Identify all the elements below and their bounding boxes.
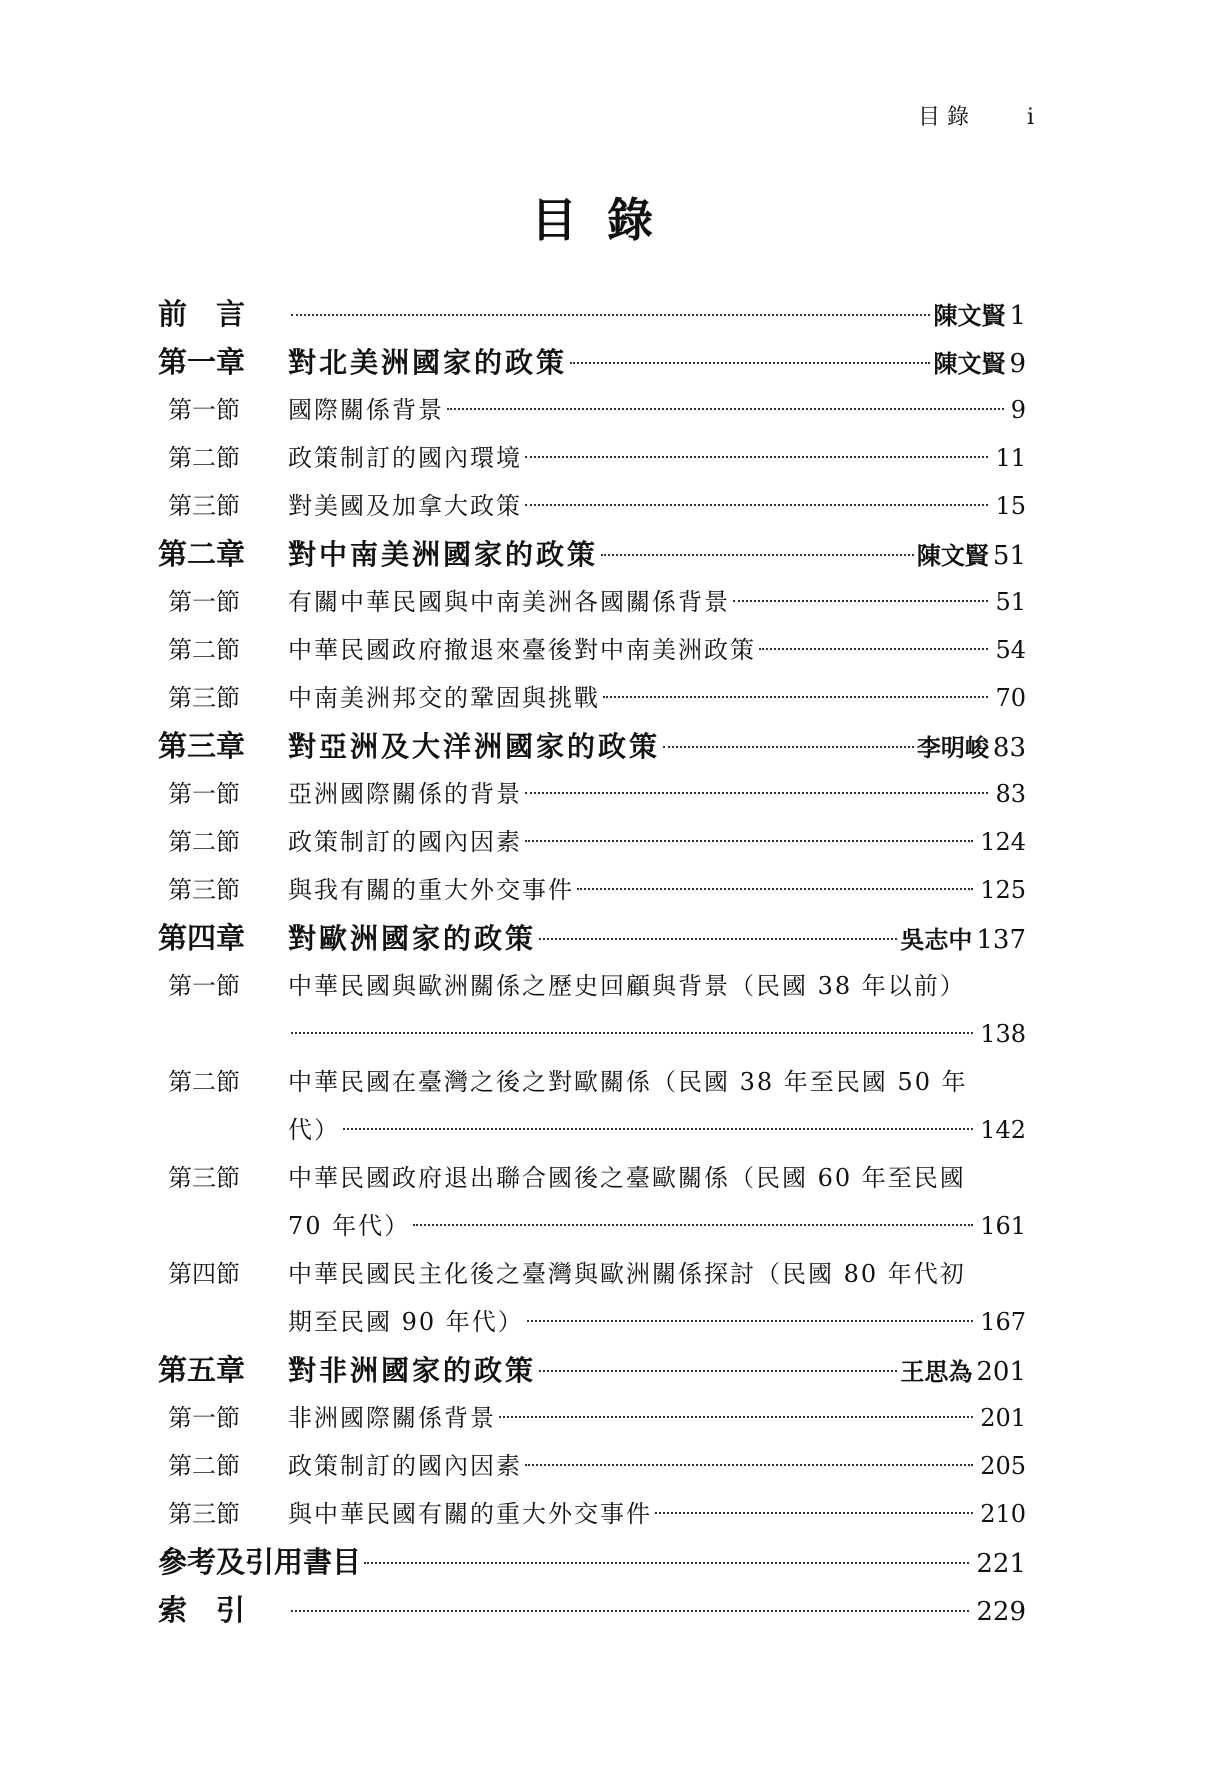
page-number: 137 <box>976 925 1026 955</box>
leader-dots <box>525 792 988 794</box>
section-title: 政策制訂的國內因素 <box>288 828 522 856</box>
toc-chapter-entry[interactable] <box>158 1538 1026 1586</box>
header-page-number: i <box>1026 105 1034 130</box>
toc-chapter-entry[interactable] <box>158 290 1026 338</box>
table-of-contents <box>158 290 1026 1634</box>
toc-chapter-entry[interactable] <box>158 914 1026 962</box>
chapter-label: 第四章 <box>158 921 246 955</box>
chapter-author: 王思為 <box>900 1357 973 1386</box>
running-title: 目 錄 <box>917 105 969 130</box>
chapter-label: 第五章 <box>158 1353 246 1387</box>
section-label: 第一節 <box>168 588 240 616</box>
section-title: 亞洲國際關係的背景 <box>288 780 522 808</box>
section-title-continued: 70 年代） <box>288 1212 411 1240</box>
toc-entry-continuation <box>158 1106 1026 1154</box>
toc-entry[interactable] <box>158 818 1026 866</box>
page-number: 11 <box>995 444 1026 472</box>
page-number: 9 <box>1010 396 1026 424</box>
leader-dots <box>539 1370 897 1372</box>
chapter-author: 陳文賢 <box>933 301 1006 330</box>
page-number: 201 <box>980 1404 1026 1432</box>
chapter-label: 索 引 <box>158 1593 246 1627</box>
toc-entry[interactable] <box>158 626 1026 674</box>
toc-entry[interactable] <box>158 434 1026 482</box>
leader-dots <box>663 746 914 748</box>
page-number: 70 <box>995 684 1026 712</box>
chapter-title: 對亞洲及大洋洲國家的政策 <box>288 730 661 763</box>
section-title: 國際關係背景 <box>288 396 444 424</box>
section-title: 與中華民國有關的重大外交事件 <box>288 1500 652 1528</box>
leader-dots <box>525 504 988 506</box>
section-title: 政策制訂的國內環境 <box>288 444 522 472</box>
leader-dots <box>733 600 988 602</box>
toc-entry[interactable] <box>158 1442 1026 1490</box>
section-label: 第一節 <box>168 780 240 808</box>
leader-dots <box>601 554 914 556</box>
leader-dots <box>413 1224 973 1226</box>
toc-entry-continuation <box>158 1298 1026 1346</box>
leader-dots <box>447 408 1004 410</box>
toc-chapter-entry[interactable] <box>158 1346 1026 1394</box>
section-label: 第三節 <box>168 1500 240 1528</box>
leader-dots <box>570 362 930 364</box>
leader-dots <box>539 938 897 940</box>
page-number: 201 <box>976 1357 1026 1387</box>
section-label: 第二節 <box>168 636 240 664</box>
leader-dots <box>291 1610 969 1612</box>
page-number: 9 <box>1009 349 1026 379</box>
page-number: 210 <box>980 1500 1026 1528</box>
page-number: 1 <box>1009 301 1026 331</box>
chapter-author: 陳文賢 <box>933 349 1006 378</box>
section-title: 中華民國在臺灣之後之對歐關係（民國 38 年至民國 50 年 <box>288 1068 968 1096</box>
chapter-label: 參考及引用書目 <box>158 1545 362 1579</box>
section-label: 第一節 <box>168 396 240 424</box>
section-label: 第四節 <box>168 1260 240 1288</box>
chapter-label: 第一章 <box>158 345 246 379</box>
section-title-continued: 代） <box>288 1116 340 1144</box>
toc-chapter-entry[interactable] <box>158 722 1026 770</box>
toc-chapter-entry[interactable] <box>158 338 1026 386</box>
chapter-label: 第三章 <box>158 729 246 763</box>
section-label: 第三節 <box>168 684 240 712</box>
toc-entry[interactable] <box>158 770 1026 818</box>
chapter-title: 對中南美洲國家的政策 <box>288 538 599 571</box>
page-number: 124 <box>980 828 1026 856</box>
chapter-author: 陳文賢 <box>916 541 989 570</box>
page-number: 54 <box>995 636 1026 664</box>
toc-entry[interactable] <box>158 1394 1026 1442</box>
page-number: 142 <box>980 1116 1026 1144</box>
section-title: 中南美洲邦交的鞏固與挑戰 <box>288 684 600 712</box>
leader-dots <box>759 648 988 650</box>
toc-entry[interactable] <box>158 482 1026 530</box>
page-number: 205 <box>980 1452 1026 1480</box>
toc-entry-continuation <box>158 1202 1026 1250</box>
toc-entry[interactable] <box>158 866 1026 914</box>
leader-dots <box>527 1320 973 1322</box>
toc-entry[interactable] <box>158 674 1026 722</box>
page-number: 221 <box>976 1549 1026 1579</box>
leader-dots <box>603 696 988 698</box>
page-number: 15 <box>995 492 1026 520</box>
chapter-label: 第二章 <box>158 537 246 571</box>
page-number: 51 <box>992 541 1026 571</box>
toc-entry[interactable] <box>158 1490 1026 1538</box>
section-label: 第二節 <box>168 444 240 472</box>
chapter-title: 對歐洲國家的政策 <box>288 922 537 955</box>
section-label: 第二節 <box>168 828 240 856</box>
section-title: 中華民國政府退出聯合國後之臺歐關係（民國 60 年至民國 <box>288 1164 966 1192</box>
section-title-continued: 期至民國 90 年代） <box>288 1308 524 1336</box>
section-label: 第三節 <box>168 1164 240 1192</box>
leader-dots <box>499 1416 973 1418</box>
chapter-author: 吳志中 <box>900 925 973 954</box>
section-title: 有關中華民國與中南美洲各國關係背景 <box>288 588 730 616</box>
section-title: 政策制訂的國內因素 <box>288 1452 522 1480</box>
section-label: 第一節 <box>168 1404 240 1432</box>
toc-entry-continuation <box>158 1010 1026 1058</box>
section-title: 中華民國政府撤退來臺後對中南美洲政策 <box>288 636 756 664</box>
page-number: 83 <box>995 780 1026 808</box>
leader-dots <box>343 1128 973 1130</box>
section-title: 與我有關的重大外交事件 <box>288 876 574 904</box>
section-title: 非洲國際關係背景 <box>288 1404 496 1432</box>
section-label: 第二節 <box>168 1068 240 1096</box>
toc-chapter-entry[interactable] <box>158 1586 1026 1634</box>
page-number: 83 <box>992 733 1026 763</box>
section-label: 第三節 <box>168 876 240 904</box>
page-number: 161 <box>980 1212 1026 1240</box>
page-number: 138 <box>980 1020 1026 1048</box>
page-number: 125 <box>980 876 1026 904</box>
running-header <box>918 100 1034 131</box>
section-label: 第二節 <box>168 1452 240 1480</box>
chapter-label: 前 言 <box>158 297 246 331</box>
chapter-title: 對非洲國家的政策 <box>288 1354 537 1387</box>
leader-dots <box>525 840 973 842</box>
toc-chapter-entry[interactable] <box>158 530 1026 578</box>
toc-entry[interactable] <box>158 1154 1026 1202</box>
toc-entry[interactable] <box>158 962 1026 1010</box>
leader-dots <box>364 1562 969 1564</box>
toc-entry[interactable] <box>158 1250 1026 1298</box>
section-title: 中華民國與歐洲關係之歷史回顧與背景（民國 38 年以前） <box>288 972 966 1000</box>
toc-entry[interactable] <box>158 578 1026 626</box>
page-title: 目錄 <box>531 193 683 247</box>
section-title: 中華民國民主化後之臺灣與歐洲關係探討（民國 80 年代初 <box>288 1260 966 1288</box>
section-label: 第一節 <box>168 972 240 1000</box>
section-label: 第三節 <box>168 492 240 520</box>
page-number: 51 <box>995 588 1026 616</box>
leader-dots <box>525 1464 973 1466</box>
page-number: 167 <box>980 1308 1026 1336</box>
page-number: 229 <box>976 1597 1026 1627</box>
leader-dots <box>655 1512 973 1514</box>
chapter-title: 對北美洲國家的政策 <box>288 346 568 379</box>
leader-dots <box>577 888 973 890</box>
toc-entry[interactable] <box>158 1058 1026 1106</box>
toc-entry[interactable] <box>158 386 1026 434</box>
chapter-author: 李明峻 <box>916 733 989 762</box>
section-title: 對美國及加拿大政策 <box>288 492 522 520</box>
leader-dots <box>291 314 930 316</box>
leader-dots <box>525 456 988 458</box>
leader-dots <box>291 1032 973 1034</box>
